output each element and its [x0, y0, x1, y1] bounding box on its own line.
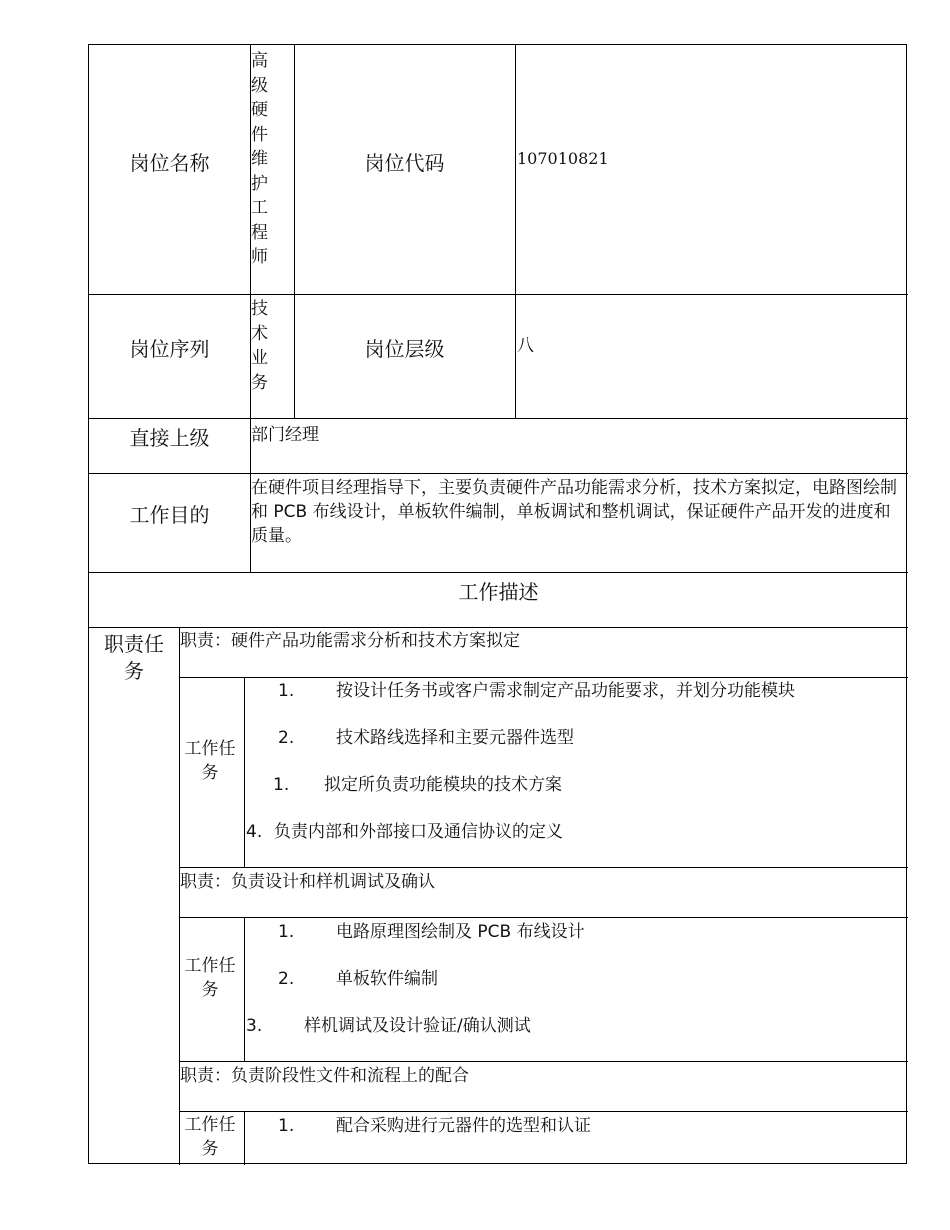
row-divider [179, 917, 908, 918]
col-divider [294, 45, 295, 418]
section-title: 工作描述 [458, 580, 539, 604]
task-text: 样机调试及设计验证/确认测试 [304, 1016, 531, 1036]
task-label: 工作任务 [184, 1115, 236, 1159]
task-number: 1. [278, 681, 295, 701]
row-divider [89, 473, 908, 474]
superior-label: 直接上级 [129, 426, 210, 450]
task-item [246, 820, 563, 844]
task-text: 负责内部和外部接口及通信协议的定义 [274, 822, 563, 842]
position-series-label: 岗位序列 [129, 337, 210, 361]
position-level-value: 八 [517, 336, 534, 356]
col-divider [244, 1111, 245, 1165]
task-text: 电路原理图绘制及 PCB 布线设计 [336, 922, 585, 942]
task-label: 工作任务 [184, 956, 236, 1000]
position-series-value: 技术业务 [251, 299, 268, 393]
task-text: 按设计任务书或客户需求制定产品功能要求，并划分功能模块 [336, 681, 795, 701]
task-number: 1. [278, 1116, 295, 1136]
position-name-value: 高级硬件维护工程师 [251, 51, 268, 267]
position-code-value: 107010821 [517, 149, 609, 168]
job-description-table [88, 44, 907, 1164]
row-divider [179, 677, 908, 678]
task-number: 3. [246, 1016, 263, 1036]
row-divider [89, 418, 908, 419]
purpose-label: 工作目的 [129, 503, 210, 527]
task-text: 单板软件编制 [336, 969, 438, 989]
task-number: 1. [278, 922, 295, 942]
col-divider [515, 45, 516, 418]
row-divider [179, 1061, 908, 1062]
task-label: 工作任务 [184, 739, 236, 783]
task-number: 2. [278, 969, 295, 989]
row-divider [179, 867, 908, 868]
task-text: 配合采购进行元器件的选型和认证 [336, 1116, 591, 1136]
position-name-label: 岗位名称 [129, 151, 210, 175]
task-item [278, 920, 585, 944]
purpose-value: 在硬件项目经理指导下，主要负责硬件产品功能需求分析，技术方案拟定，电路图绘制和 PCB 布线设计，单板软件编制，单板调试和整机调试，保证硬件产品开发的进度和质量。 [251, 478, 897, 546]
task-item [278, 679, 795, 703]
row-divider [89, 294, 908, 295]
task-text: 技术路线选择和主要元器件选型 [336, 728, 574, 748]
duty-title: 职责：负责阶段性文件和流程上的配合 [180, 1066, 469, 1086]
duty-label: 职责任务 [104, 632, 164, 683]
row-divider [89, 572, 908, 573]
task-number: 4. [246, 822, 263, 842]
task-number: 1. [273, 775, 290, 795]
task-number: 2. [278, 728, 295, 748]
duty-title: 职责：负责设计和样机调试及确认 [180, 872, 435, 892]
task-item [278, 967, 438, 991]
task-item [278, 1114, 591, 1138]
task-text: 拟定所负责功能模块的技术方案 [324, 775, 562, 795]
superior-value: 部门经理 [251, 425, 319, 445]
col-divider [244, 917, 245, 1061]
position-code-label: 岗位代码 [364, 151, 445, 175]
task-item [273, 773, 562, 797]
row-divider [179, 1111, 908, 1112]
col-divider [244, 677, 245, 867]
task-item [278, 726, 574, 750]
task-item [246, 1014, 531, 1038]
duty-title: 职责：硬件产品功能需求分析和技术方案拟定 [180, 631, 520, 651]
position-level-label: 岗位层级 [364, 337, 445, 361]
row-divider [89, 627, 908, 628]
